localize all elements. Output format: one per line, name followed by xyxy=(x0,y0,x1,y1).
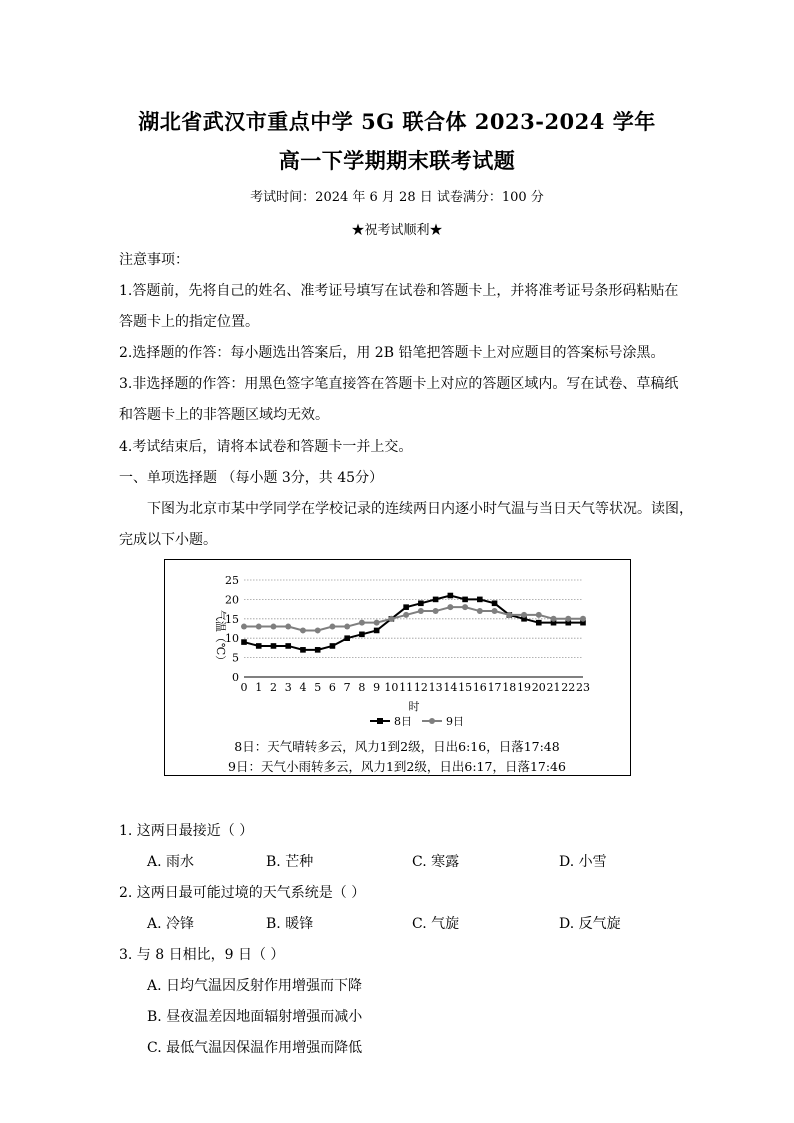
question-2-stem: 2. 这两日最可能过境的天气系统是（ ） xyxy=(119,885,366,901)
x-tick-label: 20 xyxy=(531,681,546,694)
x-tick-label: 9 xyxy=(373,681,381,694)
note-1-line1: 1.答题前，先将自己的姓名、准考证号填写在试卷和答题卡上，并将准考证号条形码粘贴在 xyxy=(119,283,679,299)
x-tick-label: 21 xyxy=(546,681,561,694)
data-point xyxy=(462,597,468,603)
question-3-stem: 3. 与 8 日相比，9 日（ ） xyxy=(119,947,285,963)
data-point xyxy=(359,620,365,626)
data-point xyxy=(374,628,380,634)
data-point xyxy=(300,647,306,653)
data-point xyxy=(462,604,468,610)
y-tick-label: 20 xyxy=(225,593,239,607)
question-2-option-b[interactable]: B. 暖锋 xyxy=(266,916,314,932)
temperature-chart xyxy=(165,560,630,775)
y-tick-label: 0 xyxy=(232,671,239,684)
data-point xyxy=(374,620,380,626)
x-tick-label: 2 xyxy=(269,681,277,694)
section-intro-line1: 下图为北京市某中学同学在学校记录的连续两日内逐小时气温与当日天气等状况。读图， xyxy=(147,501,693,517)
section-heading: 一、单项选择题 （每小题 3分，共 45分） xyxy=(119,470,384,486)
x-tick-label: 19 xyxy=(517,681,532,694)
x-tick-label: 1 xyxy=(255,681,263,694)
data-point xyxy=(315,627,321,633)
page-title-line2: 高一下学期期末联考试题 xyxy=(278,148,516,173)
question-2-option-a[interactable]: A. 冷锋 xyxy=(147,916,195,932)
x-tick-label: 17 xyxy=(487,681,502,694)
question-3-option-c[interactable]: C. 最低气温因保温作用增强而降低 xyxy=(147,1040,363,1056)
data-point xyxy=(521,612,527,618)
x-tick-label: 10 xyxy=(384,681,399,694)
data-point xyxy=(447,604,453,610)
question-1-option-b[interactable]: B. 芒种 xyxy=(266,854,314,870)
data-point xyxy=(359,632,365,638)
data-point xyxy=(256,643,262,649)
note-2: 2.选择题的作答：每小题选出答案后，用 2B 铅笔把答题卡上对应题目的答案标号涂黑。 xyxy=(119,345,665,361)
data-point xyxy=(536,612,542,618)
data-point xyxy=(344,624,350,630)
data-point xyxy=(315,647,321,653)
y-tick-label: 5 xyxy=(232,651,239,665)
y-tick-label: 10 xyxy=(225,632,239,646)
y-tick-label: 25 xyxy=(225,574,239,587)
data-point xyxy=(418,600,424,606)
question-3-option-b[interactable]: B. 昼夜温差因地面辐射增强而减小 xyxy=(147,1009,363,1025)
legend-label: 9日 xyxy=(446,715,464,728)
data-point xyxy=(403,612,409,618)
chart-box xyxy=(164,559,631,776)
series-line-8日 xyxy=(244,596,583,650)
data-point xyxy=(536,620,542,626)
y-axis-label: 气温（℃） xyxy=(214,609,227,667)
note-3-line1: 3.非选择题的作答：用黑色签字笔直接答在答题卡上对应的答题区域内。写在试卷、草稿纸 xyxy=(119,376,679,392)
data-point xyxy=(256,624,262,630)
legend-label: 8日 xyxy=(394,715,412,728)
exam-wish: ★祝考试顺利★ xyxy=(351,223,443,238)
x-tick-label: 16 xyxy=(472,681,487,694)
x-tick-label: 14 xyxy=(443,681,458,694)
legend-marker xyxy=(429,718,435,724)
data-point xyxy=(329,624,335,630)
chart-note-day8: 8日：天气晴转多云，风力1到2级，日出6:16，日落17:48 xyxy=(234,739,560,754)
question-1-option-c[interactable]: C. 寒露 xyxy=(412,854,460,870)
data-point xyxy=(565,616,571,622)
question-2-option-d[interactable]: D. 反气旋 xyxy=(559,916,621,932)
data-point xyxy=(492,600,498,606)
x-tick-label: 22 xyxy=(561,681,576,694)
x-tick-label: 6 xyxy=(328,681,336,694)
data-point xyxy=(433,608,439,614)
data-point xyxy=(418,608,424,614)
note-4: 4.考试结束后，请将本试卷和答题卡一并上交。 xyxy=(119,439,413,455)
x-tick-label: 0 xyxy=(240,681,248,694)
question-2-option-c[interactable]: C. 气旋 xyxy=(412,916,460,932)
data-point xyxy=(300,627,306,633)
x-tick-label: 5 xyxy=(314,681,322,694)
data-point xyxy=(492,608,498,614)
data-point xyxy=(270,624,276,630)
data-point xyxy=(285,643,291,649)
data-point xyxy=(241,624,247,630)
data-point xyxy=(388,616,394,622)
x-axis-label: 时 xyxy=(408,700,420,713)
page-title-line1: 湖北省武汉市重点中学 5G 联合体 2023-2024 学年 xyxy=(138,109,656,134)
x-tick-label: 12 xyxy=(413,681,428,694)
data-point xyxy=(403,604,409,610)
notes-heading: 注意事项： xyxy=(119,252,189,268)
data-point xyxy=(477,608,483,614)
data-point xyxy=(433,597,439,603)
exam-info: 考试时间：2024 年 6 月 28 日 试卷满分：100 分 xyxy=(250,190,544,205)
data-point xyxy=(506,612,512,618)
x-tick-label: 15 xyxy=(458,681,473,694)
question-3-option-a[interactable]: A. 日均气温因反射作用增强而下降 xyxy=(147,978,363,994)
data-point xyxy=(271,643,277,649)
x-tick-label: 4 xyxy=(299,681,307,694)
question-1-stem: 1. 这两日最接近（ ） xyxy=(119,823,254,839)
x-tick-label: 18 xyxy=(502,681,517,694)
data-point xyxy=(551,616,557,622)
data-point xyxy=(477,597,483,603)
data-point xyxy=(330,643,336,649)
x-tick-label: 13 xyxy=(428,681,443,694)
x-tick-label: 7 xyxy=(343,681,351,694)
data-point xyxy=(241,639,247,645)
data-point xyxy=(344,635,350,641)
question-1-option-a[interactable]: A. 雨水 xyxy=(147,854,195,870)
data-point xyxy=(285,624,291,630)
question-1-option-d[interactable]: D. 小雪 xyxy=(559,854,607,870)
x-tick-label: 11 xyxy=(399,681,414,694)
y-tick-label: 15 xyxy=(225,612,239,626)
data-point xyxy=(448,593,454,599)
x-tick-label: 3 xyxy=(284,681,292,694)
data-point xyxy=(580,616,586,622)
chart-note-day9: 9日：天气小雨转多云，风力1到2级，日出6:17，日落17:46 xyxy=(228,759,566,774)
legend-marker xyxy=(377,718,383,724)
x-tick-label: 8 xyxy=(358,681,366,694)
note-1-line2: 答题卡上的指定位置。 xyxy=(119,314,259,330)
note-3-line2: 和答题卡上的非答题区域均无效。 xyxy=(119,407,329,423)
section-intro-line2: 完成以下小题。 xyxy=(119,532,217,548)
x-tick-label: 23 xyxy=(576,681,590,694)
